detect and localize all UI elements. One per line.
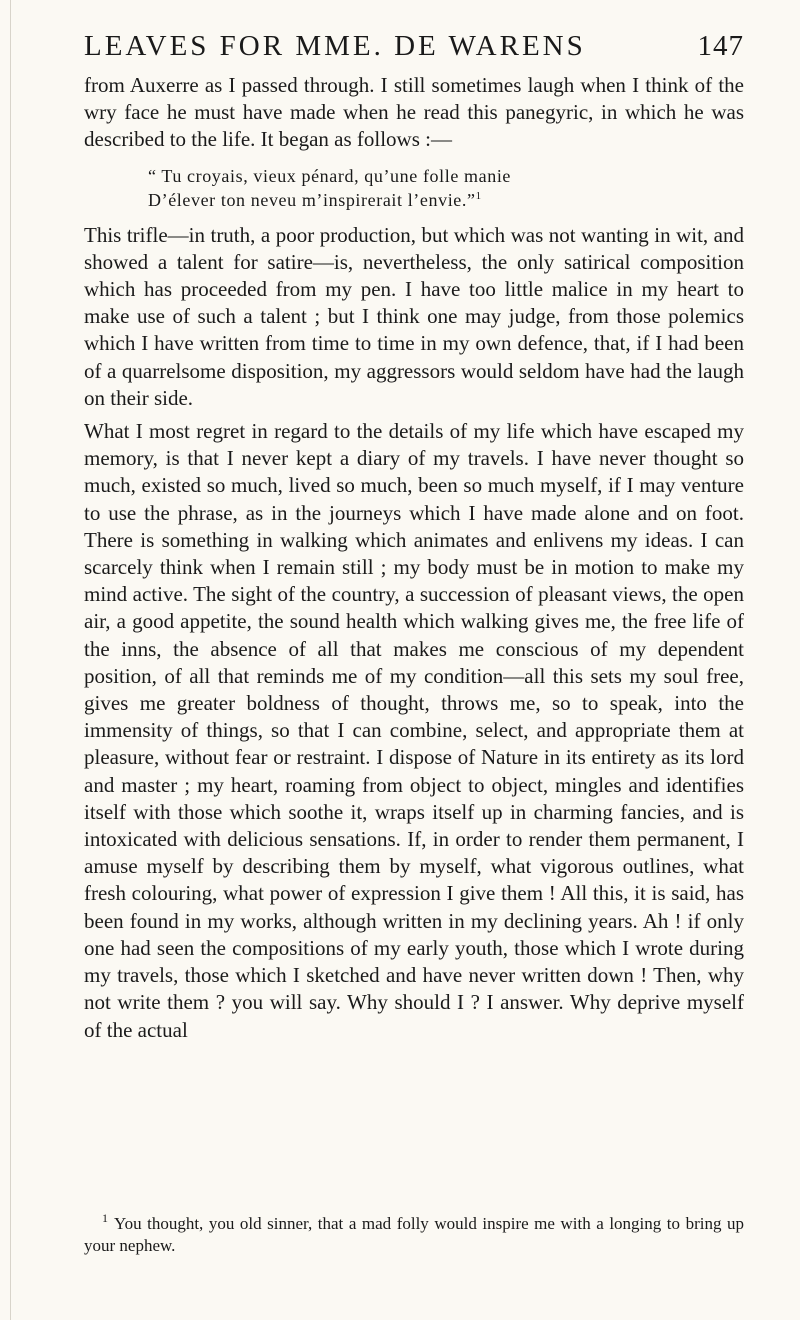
paragraph-3: What I most regret in regard to the details of my life which have escaped my memory, is that I never kept a diary of my travels. I have never thought so much, existed so much, lived so much, been so much myself, if I may venture to use the phrase, as in the journeys which I have made alone and on foot. There is something in walking which animates and enlivens my ideas. I can scarcely think when I remain still ; my body must be in motion to make my mind active. The sight of the country, a succession of pleasant views, the open air, a good appetite, the sound health which walking gives me, the free life of the inns, the absence of all that makes me conscious of my dependent position, of all that reminds me of my condition—all this sets my soul free, gives me greater boldness of thought, throws me, so to speak, into the immensity of things, so that I can combine, select, and appropriate them at pleasure, without fear or restraint. I dispose of Nature in its entirety as its lord and master ; my heart, roaming from object to object, mingles and identifies itself with those which soothe it, wraps itself up in charming fancies, and is intoxicated with delicious sensations. If, in order to render them permanent, I amuse myself by describing them by myself, what vigorous outlines, what fresh colouring, what power of expression I give them ! All this, it is said, has been found in my works, although written in my declining years. Ah ! if only one had seen the compositions of my early youth, those which I wrote during my travels, those which I sketched and have never written down ! Then, why not write them ? you will say. Why should I ? I answer. Why deprive myself of the actual	[84, 419, 744, 1042]
footnote-reference[interactable]: 1	[475, 189, 482, 202]
running-head-title: LEAVES FOR MME. DE WARENS	[84, 30, 586, 62]
body-text	[84, 72, 744, 1044]
paragraph-2: This trifle—in truth, a poor production, but which was not wanting in wit, and showed a talent for satire—is, nevertheless, the only satirical composition which has proceeded from my pen. I have too little malice in my heart to make use of such a talent ; but I think one may judge, from those polemics which I have written from time to time in my own defence, that, if I had been of a quarrelsome disposition, my aggressors would seldom have had the laugh on their side.	[84, 222, 744, 410]
footnote-text: You thought, you old sinner, that a mad folly would inspire me with a longing to bring up your nephew.	[84, 1214, 744, 1255]
verse-line-1: “ Tu croyais, vieux pénard, qu’une folle manie	[148, 165, 512, 186]
paragraph-1: from Auxerre as I passed through. I still sometimes laugh when I think of the wry face he must have made when he read this panegyric, in which he was described to the life. It began as follows :—	[84, 73, 744, 152]
page-edge-line	[10, 0, 11, 1320]
running-head	[84, 30, 744, 70]
page-number: 147	[697, 30, 744, 62]
footnote: 1 You thought, you old sinner, that a mad folly would inspire me with a longing to bring up your nephew.	[84, 1211, 744, 1255]
verse-line-2	[148, 188, 744, 212]
verse-quotation	[148, 164, 744, 212]
verse-line-2-text: D’élever ton neveu m’inspirerait l’envie.”	[148, 189, 476, 210]
